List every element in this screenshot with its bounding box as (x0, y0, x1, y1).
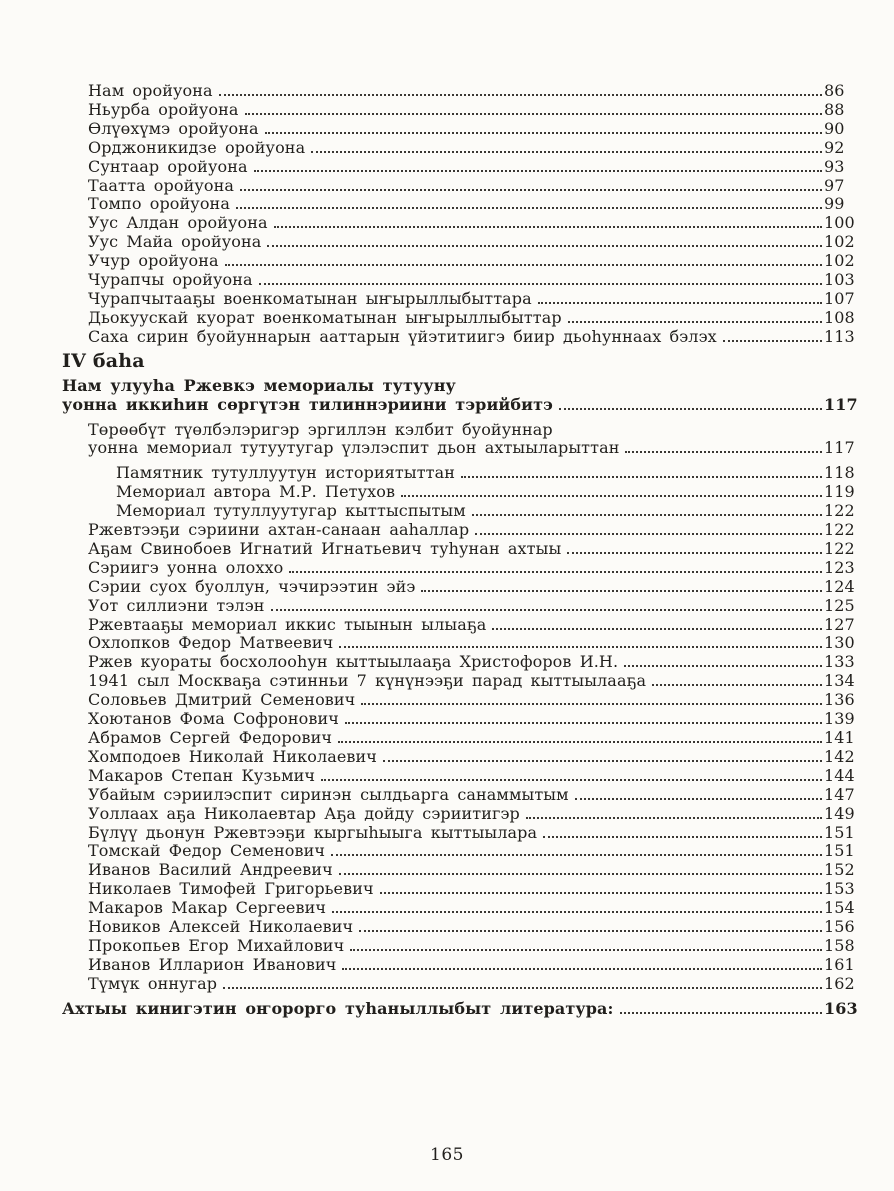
dot-leader (472, 514, 822, 516)
toc-entry-text: Сунтаар оройуона (88, 156, 248, 176)
dot-leader (236, 207, 822, 209)
toc-entry-text: Мемориал автора М.Р. Петухов (116, 482, 396, 502)
toc-entry-text: Түмүк оннугар (88, 973, 218, 993)
dot-leader (338, 741, 822, 743)
toc-entry-text: Төрөөбүт түөлбэлэригэр эргиллэн кэлбит буойуннар (88, 419, 553, 439)
toc-page-number: 162 (824, 973, 855, 993)
toc-entry-text: Дьокуускай куорат военкоматынан ыҥырыллыбыттар (88, 307, 562, 327)
dot-leader (259, 283, 822, 285)
toc-page-number: 103 (824, 270, 855, 290)
toc-entry (62, 805, 864, 824)
toc-entry (62, 672, 864, 691)
toc-entry (62, 396, 864, 415)
toc-page-number: 147 (824, 784, 855, 804)
toc-page-number: 107 (824, 288, 855, 308)
dot-leader (359, 930, 822, 932)
toc-entry-text: уонна иккиһин сөргүтэн тилиннэриини тэрийбитэ (62, 394, 553, 414)
toc-entry-text: Уот силлиэни тэлэн (88, 595, 265, 615)
toc-entry-text: Учур оройуона (88, 251, 219, 271)
toc-entry (62, 290, 864, 309)
toc-entry-text: Ржев куораты босхолооһун кыттыылааҕа Христофоров И.Н. (88, 652, 619, 672)
dot-leader (543, 836, 822, 838)
dot-leader (723, 340, 822, 342)
dot-leader (461, 476, 822, 478)
dot-leader (274, 226, 822, 228)
toc-page-number: 130 (824, 633, 855, 653)
toc-entry (62, 377, 864, 396)
dot-leader (567, 552, 822, 554)
toc-entry-text: уонна мемориал тутуутугар үлэлэспит дьон ахтыыларыттан (88, 438, 620, 458)
toc-entry-text: Новиков Алексей Николаевич (88, 917, 354, 937)
toc-entry (62, 937, 864, 956)
toc-entry-text: Ньурба оройуона (88, 99, 239, 119)
dot-leader (339, 873, 822, 875)
dot-leader (331, 854, 822, 856)
dot-leader (267, 245, 822, 247)
toc-entry-text: Аҕам Свинобоев Игнатий Игнатьевич туһунан ахтыы (88, 538, 562, 558)
toc-entry-text: Уоллаах аҕа Николаевтар Аҕа дойду сэриитигэр (88, 803, 520, 823)
dot-leader (475, 533, 822, 535)
dot-leader (559, 408, 822, 410)
toc-page-number: 100 (824, 213, 855, 233)
section-heading: IV баһа (62, 349, 145, 372)
toc-entry-text: Николаев Тимофей Григорьевич (88, 879, 374, 899)
toc-page-number: 113 (824, 326, 855, 346)
toc-entry-text: Ахтыы кинигэтин оҥорорго туһаныллыбыт литература: (62, 998, 614, 1018)
toc-entry-text: Абрамов Сергей Федорович (88, 728, 333, 747)
toc-entry (62, 710, 864, 729)
toc-entry (62, 824, 864, 843)
toc-entry (62, 214, 864, 233)
toc-entry (62, 464, 864, 483)
toc-section4-list (62, 377, 864, 1019)
toc-page-number: 122 (824, 520, 855, 540)
toc-entry (62, 616, 864, 635)
toc-entry-text: Мемориал тутуллуутугар кыттыспытым (116, 501, 466, 521)
dot-leader (538, 302, 822, 304)
toc-entry (62, 597, 864, 616)
toc-entry (62, 786, 864, 805)
toc-entry (62, 634, 864, 653)
dot-leader (225, 264, 822, 266)
toc-page-number: 97 (824, 175, 845, 195)
toc-entry-text: Саха сирин буойуннарын ааттарын үйэтитиигэ биир дьоһуннаах бэлэх (88, 326, 717, 346)
dot-leader (339, 646, 822, 648)
toc-entry-text: Сэриигэ уонна олоххо (88, 557, 284, 577)
toc-entry (62, 177, 864, 196)
toc-entry (62, 521, 864, 540)
toc-entry (62, 271, 864, 290)
toc-entry-text: Соловьев Дмитрий Семенович (88, 690, 356, 710)
toc-entry-text: Сэрии суох буоллун, чэчирээтин эйэ (88, 576, 416, 596)
toc-page-number: 92 (824, 137, 845, 157)
dot-leader (289, 571, 822, 573)
toc-page-number: 141 (824, 728, 855, 747)
toc-page-number: 152 (824, 860, 855, 880)
toc-entry (62, 956, 864, 975)
dot-leader (240, 189, 822, 191)
toc-entry-text: Убайым сэриилэспит сиринэн сылдьарга санаммытым (88, 784, 569, 804)
toc-entry-text: Таатта оройуона (88, 175, 234, 195)
toc-entry (62, 195, 864, 214)
dot-leader (361, 703, 822, 705)
dot-leader (401, 495, 822, 497)
page-number: 165 (430, 1145, 464, 1165)
toc-entry (62, 421, 864, 440)
toc-district-list (62, 82, 864, 347)
dot-leader (625, 451, 822, 453)
dot-leader (265, 132, 822, 134)
toc-entry (62, 653, 864, 672)
toc-entry (62, 1000, 864, 1019)
toc-entry (62, 918, 864, 937)
toc-entry (62, 82, 864, 101)
dot-leader (575, 798, 822, 800)
toc-entry (62, 578, 864, 597)
dot-leader (380, 892, 822, 894)
toc-page-number: 142 (824, 746, 855, 766)
toc-page-number: 156 (824, 917, 855, 937)
toc-entry-text: Макаров Макар Сергеевич (88, 898, 327, 918)
toc-page-number: 119 (824, 482, 855, 502)
toc-page-number: 161 (824, 954, 855, 974)
toc-page-number: 163 (824, 998, 858, 1018)
toc-entry-text: Чурапчы оройуона (88, 270, 253, 290)
dot-leader (271, 609, 822, 611)
toc-entry (62, 861, 864, 880)
toc-page-number: 86 (824, 81, 845, 100)
toc-entry-text: Өлүөхүмэ оройуона (88, 118, 259, 138)
toc-entry (62, 139, 864, 158)
toc-page-number: 123 (824, 557, 855, 577)
toc-page-number: 102 (824, 232, 855, 252)
toc-page-number: 151 (824, 822, 855, 842)
toc-entry (62, 158, 864, 177)
toc-entry-text: Иванов Илларион Иванович (88, 954, 337, 974)
toc-page-number: 118 (824, 463, 855, 483)
toc-entry-text: Бүлүү дьонун Ржевтээҕи кыргыһыыга кыттыылара (88, 822, 538, 842)
dot-leader (223, 987, 822, 989)
toc-entry (62, 483, 864, 502)
toc-entry-text: Нам улууһа Ржевкэ мемориалы тутууну (62, 375, 456, 395)
toc-entry (62, 252, 864, 271)
dot-leader (568, 321, 822, 323)
dot-leader (245, 113, 823, 115)
dot-leader (254, 170, 822, 172)
toc-entry (62, 767, 864, 786)
toc-entry (62, 502, 864, 521)
toc-entry-text: Иванов Василий Андреевич (88, 860, 333, 880)
toc-entry (62, 328, 864, 347)
toc-entry-text: Макаров Степан Кузьмич (88, 765, 316, 785)
toc-page-number: 144 (824, 765, 855, 785)
toc-entry (62, 975, 864, 994)
toc-entry-text: Охлопков Федор Матвеевич (88, 633, 334, 653)
toc-page-number: 122 (824, 501, 855, 521)
toc-page-number: 93 (824, 156, 845, 176)
dot-leader (383, 760, 822, 762)
dot-leader (342, 968, 822, 970)
toc-entry-text: Чурапчытааҕы военкоматынан ыҥырыллыбыттара (88, 288, 532, 308)
toc-entry (62, 120, 864, 139)
toc-entry-text: Ржевтээҕи сэриини ахтан-санаан ааһаллар (88, 520, 470, 540)
toc-page-number: 139 (824, 709, 855, 729)
toc-page-number: 108 (824, 307, 855, 327)
dot-leader (219, 94, 822, 96)
dot-leader (311, 151, 822, 153)
toc-page-number: 149 (824, 803, 855, 823)
dot-leader (421, 590, 822, 592)
toc-page-number: 117 (824, 394, 858, 414)
toc-entry-text: Хоютанов Фома Софронович (88, 709, 339, 729)
dot-leader (624, 665, 822, 667)
toc-page-number: 88 (824, 99, 845, 119)
toc-page-number: 102 (824, 251, 855, 271)
toc-entry-text: Уус Алдан оройуона (88, 213, 268, 233)
toc-entry-text: Нам оройуона (88, 81, 213, 100)
dot-leader (332, 911, 822, 913)
toc-entry (62, 899, 864, 918)
toc-page-number: 125 (824, 595, 855, 615)
toc-entry (62, 309, 864, 328)
toc-page-number: 99 (824, 194, 845, 214)
toc-entry-text: Орджоникидзе оройуона (88, 137, 306, 157)
toc-entry (62, 880, 864, 899)
dot-leader (526, 817, 822, 819)
dot-leader (492, 628, 822, 630)
toc-entry (62, 540, 864, 559)
toc-page-number: 124 (824, 576, 855, 596)
toc-entry (62, 101, 864, 120)
toc-entry (62, 233, 864, 252)
toc-page-number: 158 (824, 935, 855, 955)
toc-entry (62, 439, 864, 458)
toc-page-number: 134 (824, 671, 855, 691)
toc-entry-text: Памятник тутуллуутун историятыттан (116, 463, 456, 483)
toc-page-number: 154 (824, 898, 855, 918)
toc-entry-text: 1941 сыл Москваҕа сэтинньи 7 күнүнээҕи парад кыттыылааҕа (88, 671, 647, 691)
toc-entry-text: Уус Майа оройуона (88, 232, 262, 252)
toc-page-number: 133 (824, 652, 855, 672)
toc-entry (62, 842, 864, 861)
toc-page-number: 136 (824, 690, 855, 710)
toc-page-number: 122 (824, 538, 855, 558)
dot-leader (620, 1012, 823, 1014)
dot-leader (321, 779, 822, 781)
toc-entry-text: Прокопьев Егор Михайлович (88, 935, 345, 955)
toc-entry (62, 559, 864, 578)
toc-page-number: 153 (824, 879, 855, 899)
toc-entry (62, 729, 864, 748)
toc-entry-text: Томпо оройуона (88, 194, 230, 214)
dot-leader (345, 722, 822, 724)
toc-entry-text: Томскай Федор Семенович (88, 841, 326, 861)
toc-page-number: 117 (824, 438, 855, 458)
toc-entry (62, 691, 864, 710)
toc-entry-text: Ржевтааҕы мемориал иккис тыынын ылыаҕа (88, 614, 487, 634)
toc-page-number: 90 (824, 118, 845, 138)
toc-page-number: 151 (824, 841, 855, 861)
toc-page-number: 127 (824, 614, 855, 634)
dot-leader (350, 949, 822, 951)
toc-entry (62, 748, 864, 767)
toc-entry-text: Хомподоев Николай Николаевич (88, 746, 377, 766)
dot-leader (652, 684, 822, 686)
